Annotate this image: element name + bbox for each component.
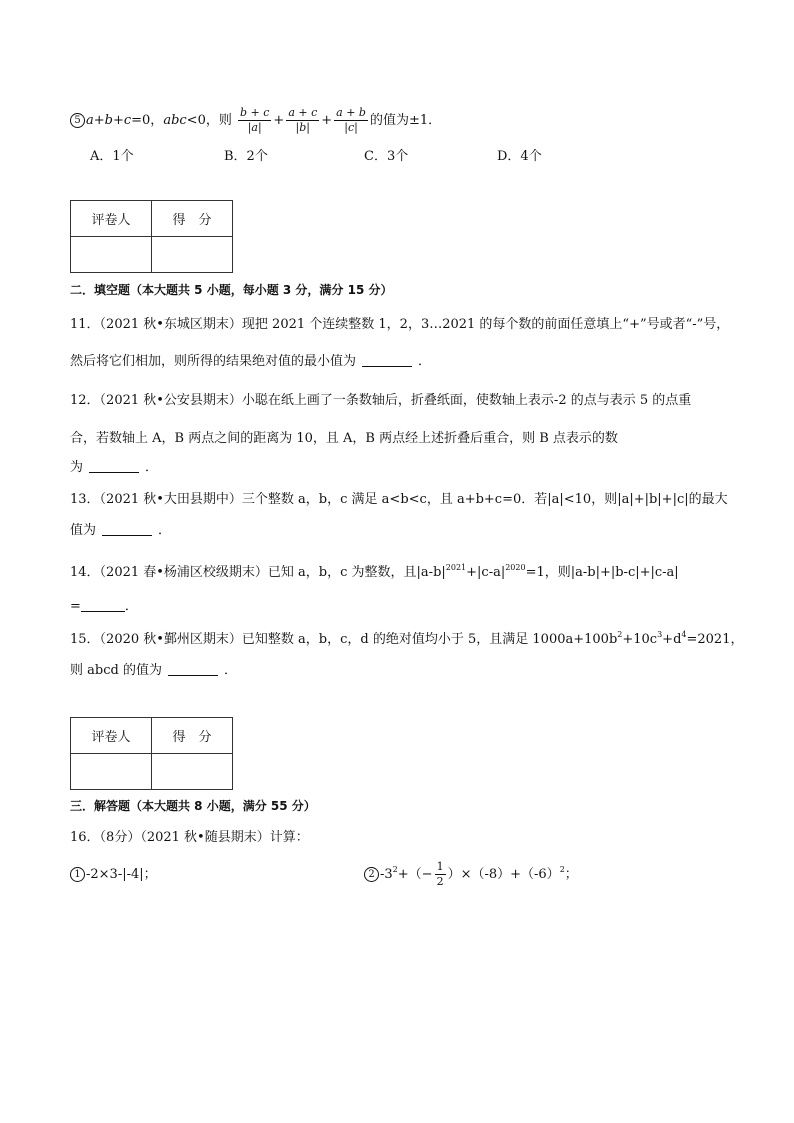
answer-blank[interactable] [168, 663, 218, 676]
section-title: 三．解答题（本大题共 8 小题，满分 55 分） [70, 799, 316, 813]
q16-part2: 2 $-3^2+(-$ $\frac{1}{2}$ ）$\times(-8)+(-6)^2$； [364, 857, 578, 893]
fraction-3: $\frac{a + b}{|c|}$ [336, 106, 366, 134]
score-table-grader-cell [71, 237, 152, 273]
condition-sum-rel: =0， [131, 113, 164, 128]
score-table-score-header: 得 分 [152, 201, 233, 237]
option-a: A．1个 [90, 149, 134, 164]
section-title: 二．填空题（本大题共 5 小题，每小题 3 分，满分 15 分） [70, 283, 393, 297]
score-table-score-header: 得 分 [152, 718, 233, 754]
item-marker: 2 [364, 867, 379, 882]
q12-line1: 12．（2021 秋•公安县期末）小聪在纸上画了一条数轴后，折叠纸面，使数轴上表示-2 的点与表示 5 的点重 [70, 393, 692, 408]
q11-line1: 11．（2021 秋•东城区期末）现把 2021 个连续整数 1，2，3…2021 的每个数的前面任意填上“+”号或者“-”号， [70, 317, 730, 332]
q15-line2: 则 abcd 的值为 ． [70, 663, 237, 678]
q16-head: 16．（8分）（2021 秋•随县期末）计算： [70, 830, 309, 845]
item-marker: 1 [70, 867, 85, 882]
option-c: C．3个 [364, 149, 409, 164]
fraction-half: $\frac{1}{2}$ [436, 860, 444, 888]
q13-line1: 13．（2021 秋•大田县期中）三个整数 a，b，c 满足 a<b<c，且 a+b+c=0．若|a|<10，则|a|+|b|+|c|的最大 [70, 492, 728, 507]
option-b: B．2个 [224, 149, 268, 164]
score-table-grader-header: 评卷人 [71, 718, 152, 754]
answer-blank[interactable] [362, 354, 412, 367]
score-table-score-cell [152, 237, 233, 273]
item-marker: 5 [70, 113, 85, 128]
answer-blank[interactable] [89, 460, 139, 473]
condition-product-rel: <0，则 [186, 113, 232, 128]
option-d: D．4个 [497, 149, 542, 164]
plus-sign: + [273, 113, 285, 128]
score-table-score-cell [152, 754, 233, 790]
condition-sum: a+b+c [86, 113, 132, 128]
score-table [70, 200, 233, 273]
answer-blank[interactable] [102, 523, 152, 536]
condition-product: abc [163, 113, 187, 128]
answer-blank[interactable] [81, 599, 125, 612]
q11-line2: 然后将它们相加，则所得的结果绝对值的最小值为 ． [70, 354, 432, 369]
q14-line2: = ． [70, 599, 138, 614]
score-table-grader-cell [71, 754, 152, 790]
q13-line2: 值为 ． [70, 523, 172, 538]
q15-line1: 15．（2020 秋•鄞州区期末）已知整数 a，b，c，d 的绝对值均小于 5，且满足 $1000a+100b^2+10c^3+d^4=2021$， [70, 630, 744, 647]
item-tail: 的值为±1． [369, 113, 442, 128]
q12-line3: 为 ． [70, 460, 159, 475]
score-table [70, 717, 233, 790]
q12-line2: 合，若数轴上 A，B 两点之间的距离为 10，且 A，B 两点经上述折叠后重合，则 B 点表示的数 [70, 431, 618, 446]
q14-line1: 14．（2021 春•杨浦区校级期末）已知 a，b，c 为整数，且$|a-b|^{2021}+|c-a|^{2020}=1$，则|a-b|+|b-c|+|c-a| [70, 563, 679, 580]
plus-sign: + [321, 113, 333, 128]
score-table-grader-header: 评卷人 [71, 201, 152, 237]
fraction-1: $\frac{b + c}{|a|}$ [239, 106, 270, 134]
fraction-2: $\frac{a + c}{|b|}$ [288, 106, 318, 134]
q10-item5 [70, 106, 441, 135]
q16-part1: 1 -2×3-|-4|； [70, 865, 157, 885]
